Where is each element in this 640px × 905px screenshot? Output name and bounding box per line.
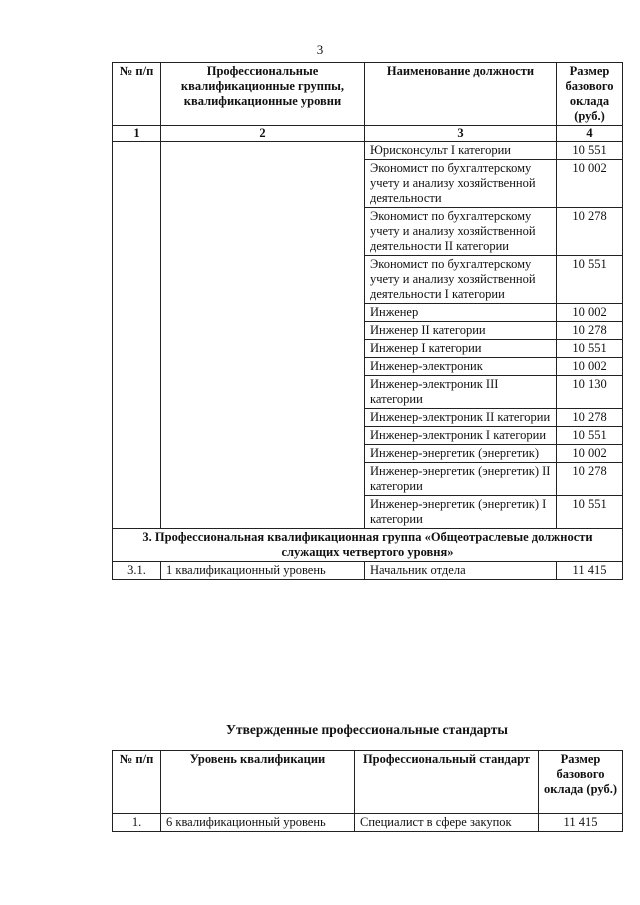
position-cell: Начальник отдела [365, 562, 557, 580]
salary-cell: 10 278 [557, 463, 623, 496]
position-cell: Экономист по бухгалтерскому учету и анализу хозяйственной деятельности I категории [365, 256, 557, 304]
salary-cell: 10 002 [557, 160, 623, 208]
salary-cell: 10 130 [557, 376, 623, 409]
table-row [113, 142, 623, 160]
salary-cell: 10 551 [557, 340, 623, 358]
header-level: Уровень квалификации [161, 751, 355, 814]
position-cell: Инженер [365, 304, 557, 322]
salary-cell: 10 278 [557, 409, 623, 427]
qualification-level: 6 квалификационный уровень [161, 814, 355, 832]
standards-table [112, 750, 623, 832]
salary-cell: 11 415 [539, 814, 623, 832]
standard-cell: Специалист в сфере закупок [355, 814, 539, 832]
row-number: 3.1. [113, 562, 161, 580]
salary-cell: 10 551 [557, 142, 623, 160]
header-salary: Размер базового оклада (руб.) [539, 751, 623, 814]
header-standard: Профессиональный стандарт [355, 751, 539, 814]
position-cell: Инженер II категории [365, 322, 557, 340]
salary-table [112, 62, 623, 580]
position-cell: Инженер-электроник III категории [365, 376, 557, 409]
salary-cell: 10 002 [557, 304, 623, 322]
header-salary: Размер базового оклада (руб.) [557, 63, 623, 126]
header-position: Наименование должности [365, 63, 557, 126]
table-row [113, 562, 623, 580]
salary-cell: 10 551 [557, 256, 623, 304]
empty-group-cell [161, 142, 365, 529]
table-header-row [113, 63, 623, 126]
column-index-row [113, 126, 623, 142]
position-cell: Инженер I категории [365, 340, 557, 358]
col-index: 1 [113, 126, 161, 142]
table-row [113, 814, 623, 832]
position-cell: Экономист по бухгалтерскому учету и анализу хозяйственной деятельности II категории [365, 208, 557, 256]
section-title: 3. Профессиональная квалификационная группа «Общеотраслевые должности служащих четвертого уровня» [113, 529, 623, 562]
col-index: 3 [365, 126, 557, 142]
position-cell: Инженер-электроник [365, 358, 557, 376]
salary-cell: 10 278 [557, 208, 623, 256]
position-cell: Инженер-энергетик (энергетик) II категории [365, 463, 557, 496]
salary-cell: 10 551 [557, 496, 623, 529]
salary-cell: 10 002 [557, 358, 623, 376]
salary-cell: 10 002 [557, 445, 623, 463]
col-index: 4 [557, 126, 623, 142]
empty-num-cell [113, 142, 161, 529]
salary-cell: 11 415 [557, 562, 623, 580]
header-num: № п/п [113, 63, 161, 126]
header-num: № п/п [113, 751, 161, 814]
position-cell: Экономист по бухгалтерскому учету и анализу хозяйственной деятельности [365, 160, 557, 208]
header-group: Профессиональные квалификационные группы, квалификационные уровни [161, 63, 365, 126]
salary-cell: 10 278 [557, 322, 623, 340]
page-number: 3 [316, 42, 324, 57]
position-cell: Юрисконсульт I категории [365, 142, 557, 160]
position-cell: Инженер-электроник I категории [365, 427, 557, 445]
position-cell: Инженер-энергетик (энергетик) [365, 445, 557, 463]
table-header-row [113, 751, 623, 814]
col-index: 2 [161, 126, 365, 142]
position-cell: Инженер-электроник II категории [365, 409, 557, 427]
qualification-level: 1 квалификационный уровень [161, 562, 365, 580]
position-cell: Инженер-энергетик (энергетик) I категории [365, 496, 557, 529]
standards-title: Утвержденные профессиональные стандарты [226, 722, 508, 737]
row-number: 1. [113, 814, 161, 832]
section-heading-row [113, 529, 623, 562]
salary-cell: 10 551 [557, 427, 623, 445]
